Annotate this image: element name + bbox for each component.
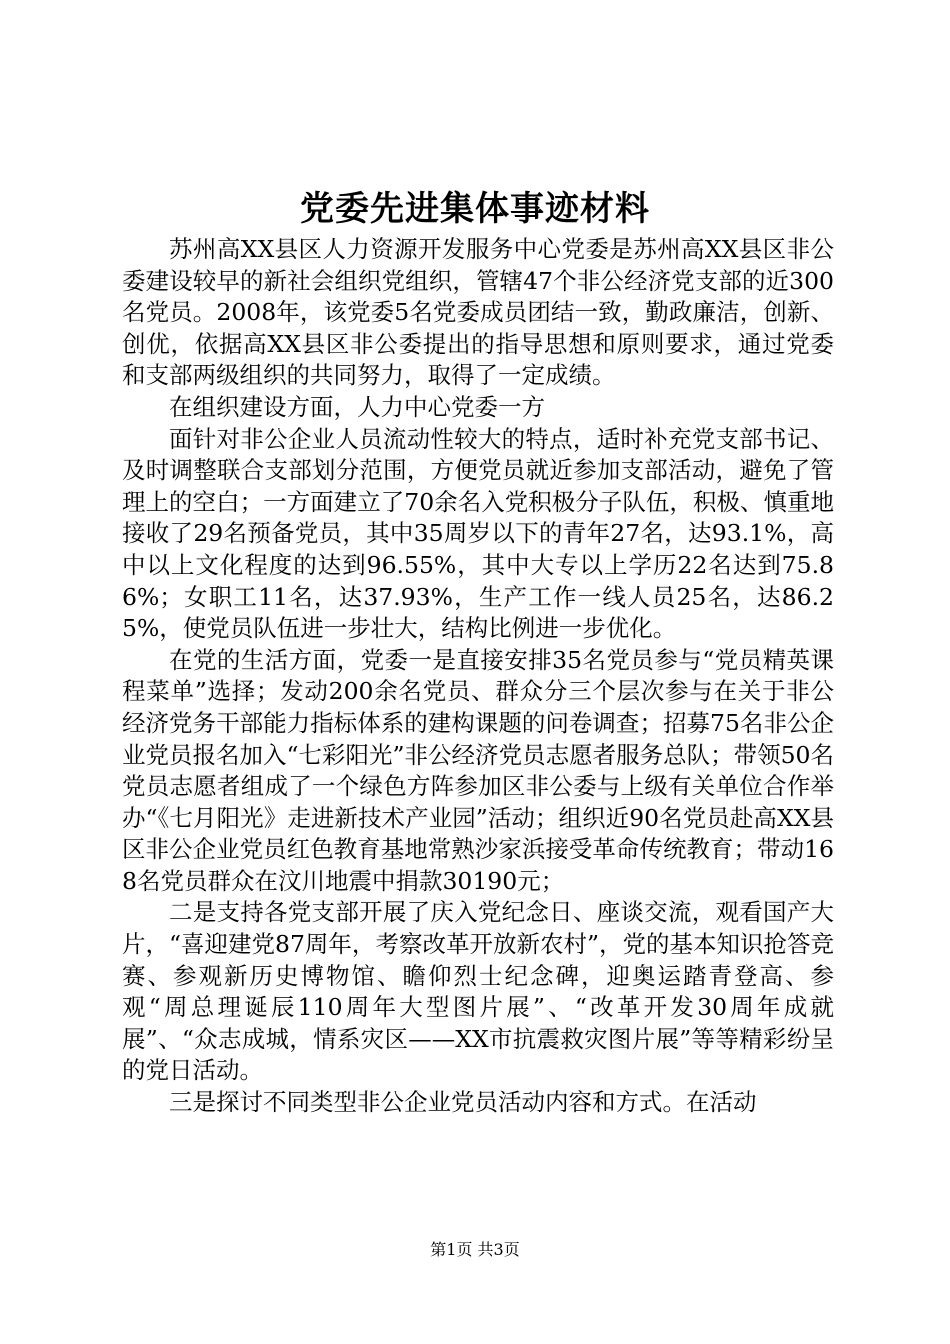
- paragraph-5: 二是支持各党支部开展了庆入党纪念日、座谈交流，观看国产大片，“喜迎建党87周年，考察改革开放新农村”，党的基本知识抢答竞赛、参观新历史博物馆、瞻仰烈士纪念碑，迎奥运踏青登高、参观“周总理诞辰110周年大型图片展”、“改革开发30周年成就展”、“众志成城，情系灾区——XX市抗震救灾图片展”等等精彩纷呈的党日活动。: [122, 898, 834, 1085]
- document-title: 党委先进集体事迹材料: [300, 189, 650, 229]
- paragraph-2: 在组织建设方面，人力中心党委一方: [169, 392, 545, 421]
- paragraph-3: 面针对非公企业人员流动性较大的特点，适时补充党支部书记、及时调整联合支部划分范围，方便党员就近参加支部活动，避免了管理上的空白；一方面建立了70余名入党积极分子队伍，积极、慎重地接收了29名预备党员，其中35周岁以下的青年27名，达93.1%，高中以上文化程度的达到96.55%，其中大专以上学历22名达到75.86%；女职工11名，达37.93%，生产工作一线人员25名，达86.25%，使党员队伍进一步壮大，结构比例进一步优化。: [122, 424, 834, 643]
- paragraph-6: 三是探讨不同类型非公企业党员活动内容和方式。在活动: [169, 1088, 757, 1117]
- paragraph-4: 在党的生活方面，党委一是直接安排35名党员参与“党员精英课程菜单”选择；发动200余名党员、群众分三个层次参与在关于非公经济党务干部能力指标体系的建构课题的问卷调查；招募75名非公企业党员报名加入“七彩阳光”非公经济党员志愿者服务总队；带领50名党员志愿者组成了一个绿色方阵参加区非公委与上级有关单位合作举办“《七月阳光》走进新技术产业园”活动；组织近90名党员赴高XX县区非公企业党员红色教育基地常熟沙家浜接受革命传统教育；带动168名党员群众在汶川地震中捐款30190元；: [122, 645, 834, 895]
- page-footer: 第1页 共3页: [430, 1240, 520, 1259]
- paragraph-1: 苏州高XX县区人力资源开发服务中心党委是苏州高XX县区非公委建设较早的新社会组织党组织，管辖47个非公经济党支部的近300名党员。2008年，该党委5名党委成员团结一致，勤政廉洁，创新、创优，依据高XX县区非公委提出的指导思想和原则要求，通过党委和支部两级组织的共同努力，取得了一定成绩。: [122, 235, 834, 390]
- document-body: [122, 234, 834, 1119]
